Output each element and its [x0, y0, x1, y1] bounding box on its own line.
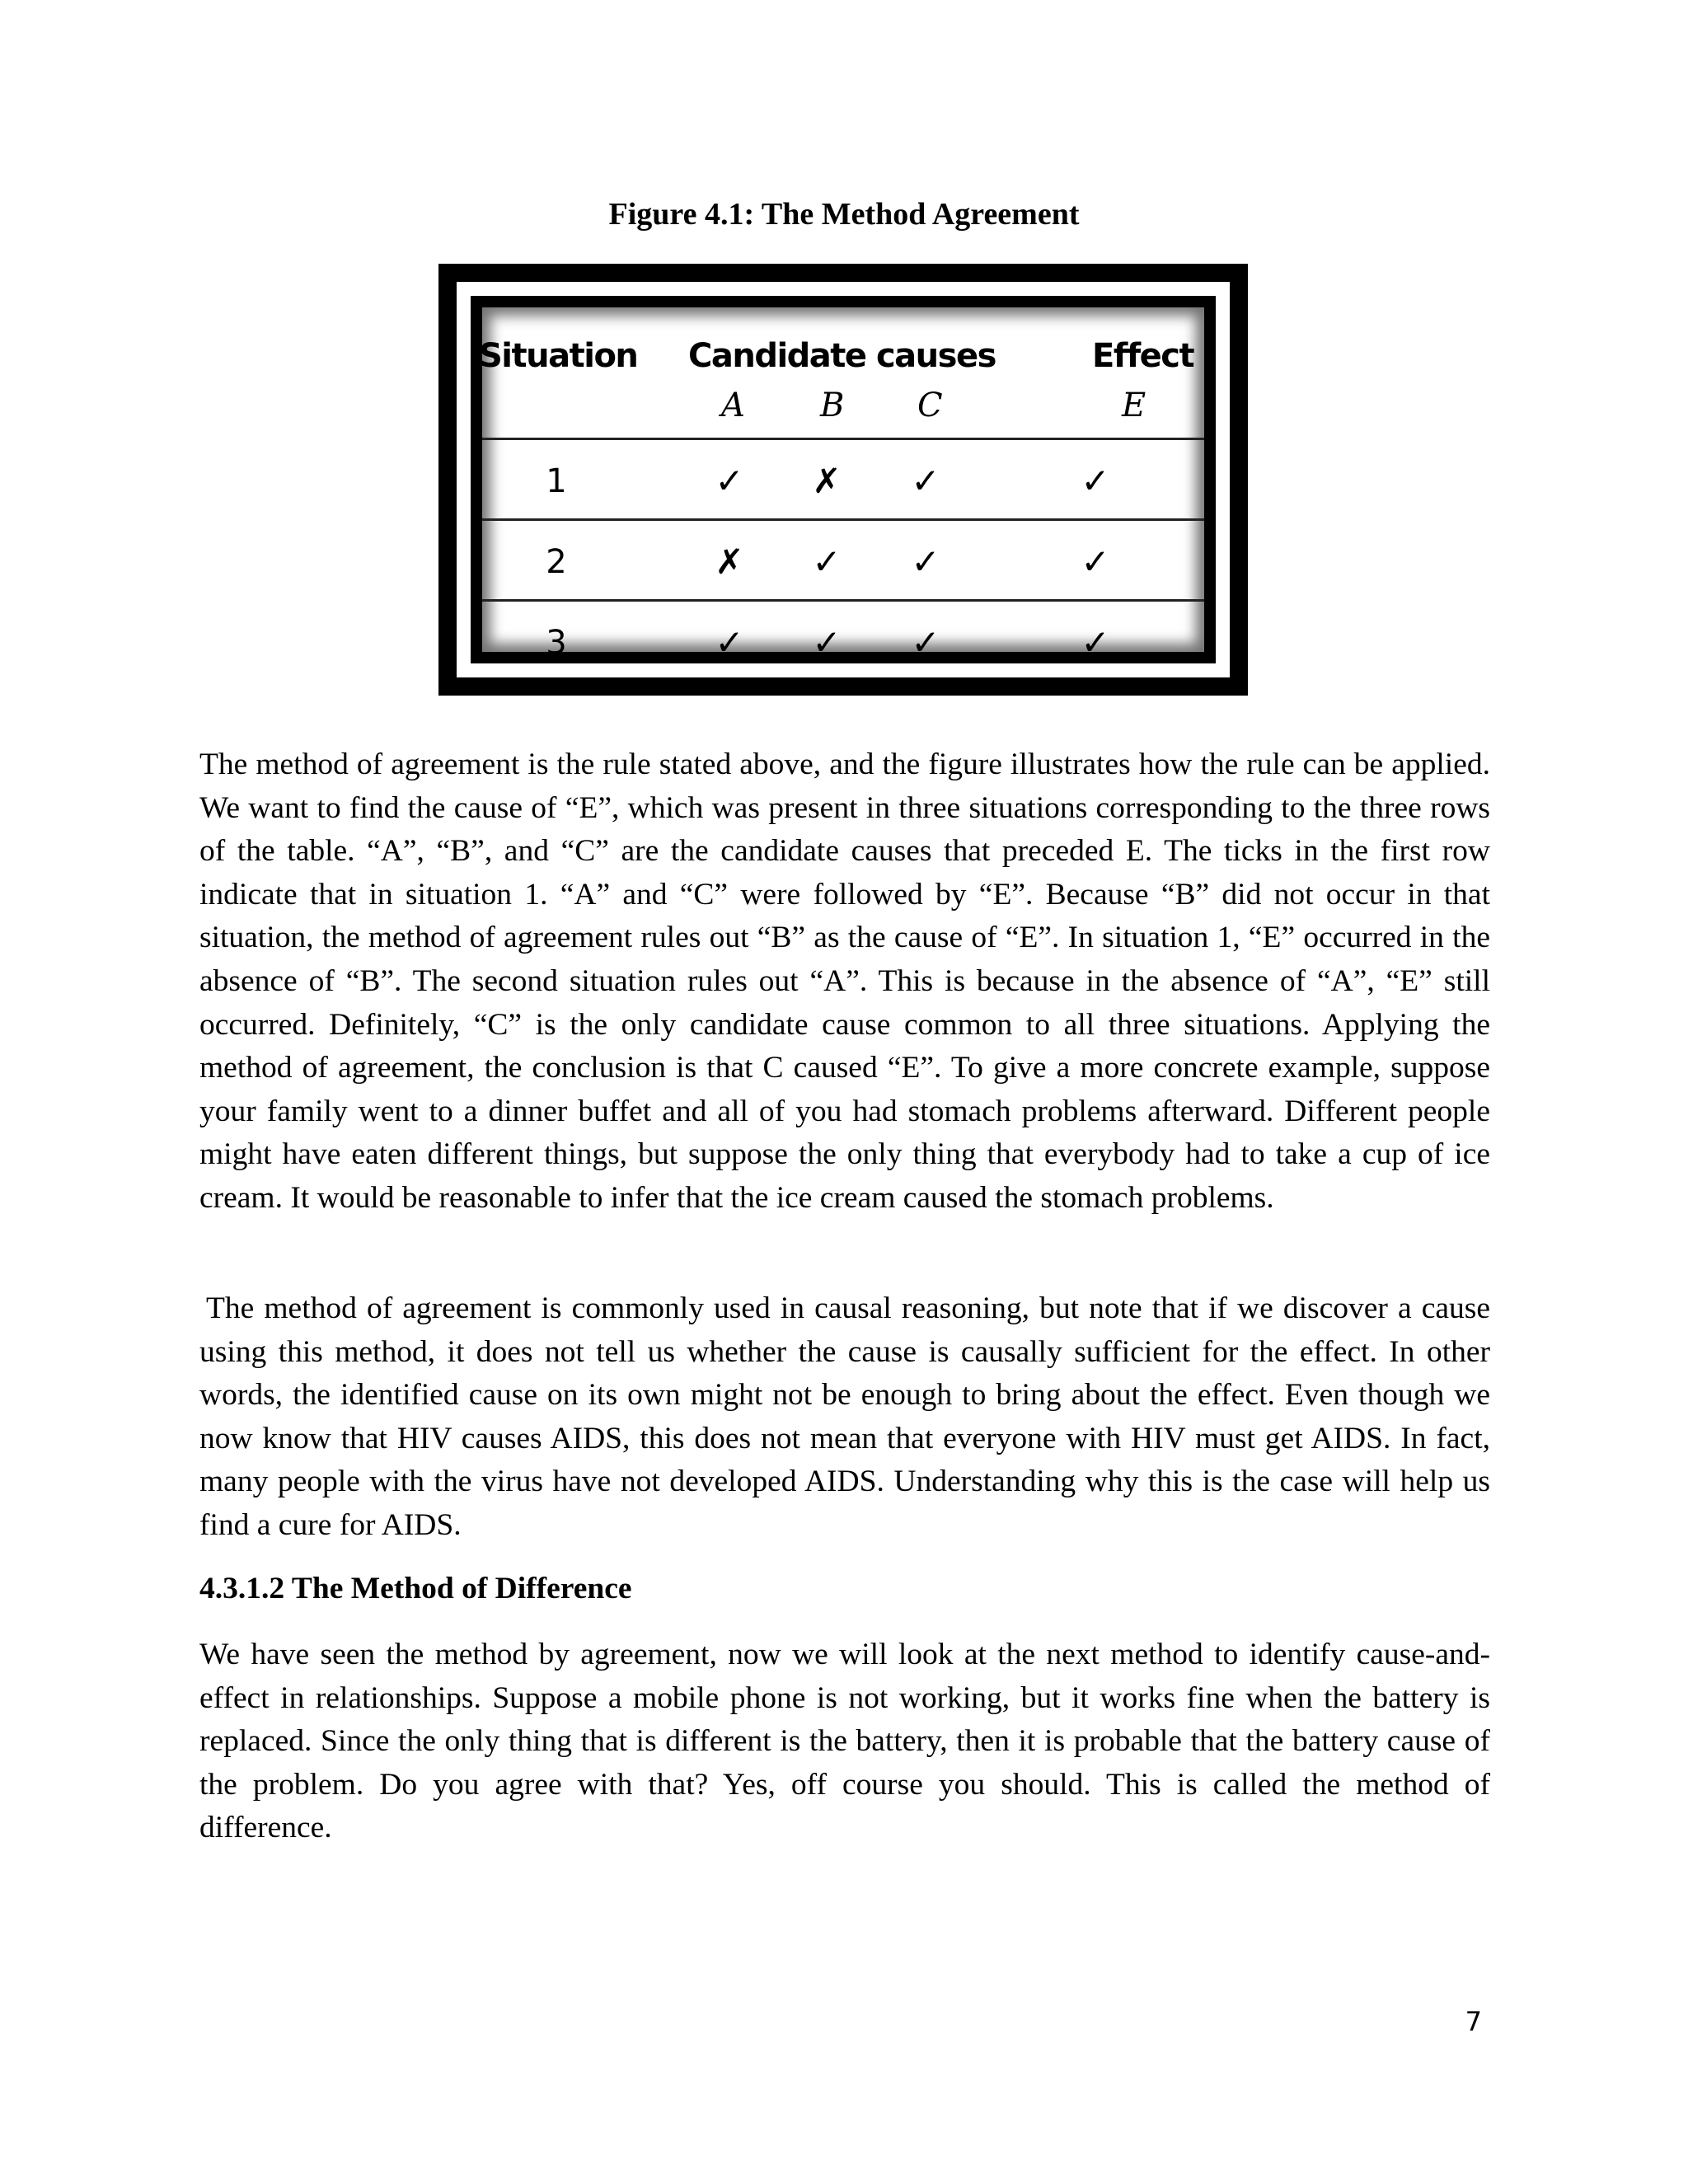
- page-number: 7: [1465, 2006, 1482, 2037]
- row-2-c-mark: ✓: [911, 541, 940, 582]
- row-divider: [482, 438, 1204, 440]
- paragraph-method-agreement: The method of agreement is the rule stated above, and the figure illustrates how the rule can be applied. We want to find the cause of “E”, which was present in three situations corresponding to the three rows of the table. “A”, “B”, and “C” are the candidate causes that preceded E. The ticks in the first row indicate that in situation 1. “A” and “C” were followed by “E”. Because “B” did not occur in that situation, the method of agreement rules out “B” as the cause of “E”. In situation 1, “E” occurred in the absence of “B”. The second situation rules out “A”. This is because in the absence of “A”, “E” still occurred. Definitely, “C” is the only candidate cause common to all three situations. Applying the method of agreement, the conclusion is that C caused “E”. To give a more concrete example, suppose your family went to a dinner buffet and all of you had stomach problems afterward. Different people might have eaten different things, but suppose the only thing that everybody had to take a cup of ice cream. It would be reasonable to infer that the ice cream caused the stomach problems.: [199, 748, 1490, 1215]
- row-1-b-mark: ✗: [812, 461, 842, 501]
- row-divider: [482, 599, 1204, 602]
- figure-title: Figure 4.1: The Method Agreement: [608, 197, 1080, 232]
- paragraph-method-difference: We have seen the method by agreement, now we will look at the next method to identify cause-and-effect in relationships. Suppose a mobile phone is not working, but it works fine when the battery is replaced. Since the only thing that is different is the battery, then it is probable that the battery cause of the problem. Do you agree with that? Yes, off course you should. This is called the method of difference.: [199, 1638, 1490, 1845]
- subheader-c: C: [917, 387, 943, 424]
- subheader-b: B: [820, 387, 845, 424]
- subheader-e: E: [1122, 387, 1146, 424]
- row-3-c-mark: ✓: [911, 622, 940, 663]
- figure-frame: [438, 264, 1248, 696]
- row-2-a-mark: ✗: [715, 541, 744, 582]
- row-3-b-mark: ✓: [812, 622, 842, 663]
- subheader-a: A: [721, 387, 745, 424]
- row-2-e-mark: ✓: [1081, 541, 1110, 582]
- section-heading: 4.3.1.2 The Method of Difference: [199, 1572, 632, 1605]
- row-1-e-mark: ✓: [1081, 461, 1110, 501]
- row-1-c-mark: ✓: [911, 461, 940, 501]
- row-2-situation: 2: [546, 543, 567, 581]
- row-1-situation: 1: [546, 462, 567, 500]
- row-3-situation: 3: [546, 624, 567, 662]
- row-2-b-mark: ✓: [812, 541, 842, 582]
- header-situation: Situation: [479, 337, 638, 375]
- row-3-e-mark: ✓: [1081, 622, 1110, 663]
- header-candidate-causes: Candidate causes: [688, 337, 996, 375]
- agreement-table: [479, 307, 1204, 663]
- paragraph-causal-reasoning: The method of agreement is commonly used in causal reasoning, but note that if we discover a cause using this method, it does not tell us whether the cause is causally sufficient for the effect. In other words, the identified cause on its own might not be enough to bring about the effect. Even though we now know that HIV causes AIDS, this does not mean that everyone with HIV must get AIDS. In fact, many people with the virus have not developed AIDS. Understanding why this is the case will help us find a cure for AIDS.: [199, 1291, 1490, 1542]
- row-1-a-mark: ✓: [715, 461, 744, 501]
- row-divider: [482, 518, 1204, 521]
- header-effect: Effect: [1092, 337, 1194, 375]
- row-3-a-mark: ✓: [715, 622, 744, 663]
